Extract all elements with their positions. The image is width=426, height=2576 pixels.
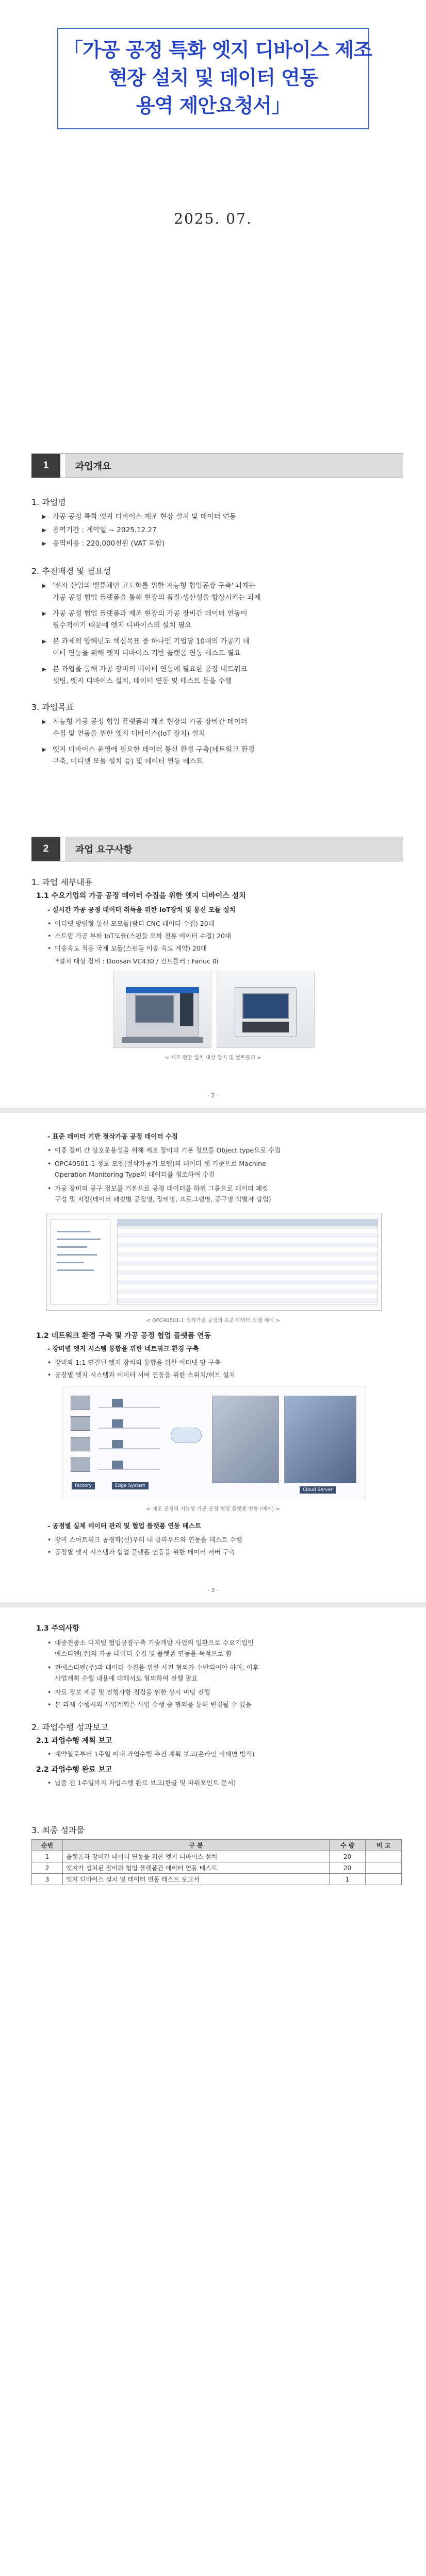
detail-switch-hub: • 공장별 엣지 시스템과 데이터 서버 연동을 위한 스위치/허브 설치 bbox=[47, 1369, 388, 1380]
controller-photo bbox=[217, 972, 315, 1048]
detail-cloud-test: • 장비 스마트워크 공정학(신)우터 내 클라우드와 연동을 테스트 수행 bbox=[47, 1534, 388, 1545]
section-header-overview bbox=[31, 453, 403, 478]
bullet-goal-1: ▶ 지능형 가공 공정 협업 플랫폼과 제조 현장의 가공 장비간 데이터 수집 및 연동을 위한 엣지 디바이스(IoT 장치) 설치 bbox=[43, 716, 399, 740]
cover-title-box bbox=[57, 28, 372, 129]
subitem-iot-install: - 실시간 가공 공정 데이터 취득을 위한 IoT장치 및 통신 모듈 설치 bbox=[47, 906, 236, 913]
detail-notice-2: • 전에스티엔(주)과 데이터 수집을 위한 사전 협의가 수반되어야 하며, 이후 사업계획 수행 내용에 대해서도 협의하여 진행 필요 bbox=[47, 1662, 388, 1684]
machine-photo-1 bbox=[113, 972, 211, 1048]
page-number: - 2 - bbox=[207, 1092, 219, 1099]
subheading-1-2: 1.2 네트워크 환경 구축 및 가공 공정 협업 플랫폼 연동 bbox=[36, 1332, 211, 1340]
bullet-background-1: ▶ '전자 산업의 밸류체인 고도화를 위한 지능형 협업공장 구축' 과제는 가공 공정 협업 플랫폼을 통해 현장의 품질·생산성을 향상시키는 과제 bbox=[43, 580, 399, 604]
label-edge-system: Edge System bbox=[112, 1482, 149, 1489]
heading-background: 2. 추진배경 및 필요성 bbox=[31, 566, 111, 576]
heading-reporting: 2. 과업수행 성과보고 bbox=[31, 1722, 109, 1732]
detail-ethernet-net: • 장비와 1:1 연결된 엣지 장치의 통합을 위한 이더넷 망 구축 bbox=[47, 1357, 388, 1368]
th-qty: 수 량 bbox=[330, 1840, 366, 1851]
th-no: 순번 bbox=[32, 1840, 63, 1851]
section-title: 과업개요 bbox=[65, 454, 403, 478]
th-item: 구 분 bbox=[63, 1840, 330, 1851]
heading-details: 1. 과업 세부내용 bbox=[31, 877, 93, 887]
detail-spindle-load: • 스트림 가공 부하 IoT모듈(스핀들 요하 전류 데이터 수집) 20대 bbox=[47, 930, 388, 941]
bullet-background-2: ▶ 가공 공정 협업 플랫폼과 제조 현장의 가공 장비간 데이터 연동이 필수적이기 때문에 엣지 디바이스의 설치 필요 bbox=[43, 608, 399, 632]
detail-notice-4: • 본 과제 수행시의 사업계획은 사업 수행 중 협의를 통해 변경될 수 있음 bbox=[47, 1699, 388, 1710]
heading-task-name: 1. 과업명 bbox=[31, 497, 66, 507]
caption-machine: < 제조 현장 설치 대상 장비 및 컨트롤러 > bbox=[165, 1055, 261, 1061]
bullet-period: ▶ 용역기간 : 계약일 ~ 2025.12.27 bbox=[43, 524, 399, 536]
section-number: 2 bbox=[31, 837, 60, 861]
cover-title-line2: 현장 설치 및 데이터 연동 bbox=[108, 66, 318, 89]
subitem-network: - 장비별 엣지 시스템 통합을 위한 네트워크 환경 구축 bbox=[47, 1345, 199, 1352]
note-target-machine: *설치 대상 장비 : Doosan VC430 / 컨트롤러 : Fanuc 0i bbox=[56, 957, 219, 965]
detail-notice-3: • 자료 정보 제공 및 진행사항 점검을 위한 상시 미팅 진행 bbox=[47, 1687, 388, 1698]
bullet-goal-2: ▶ 엣지 디바이스 운영에 필요한 데이터 통신 환경 구축(네트워크 환경 구축, 미디넷 모듈 설치 등) 및 데이터 연동 테스트 bbox=[43, 744, 399, 768]
cover-title-line1: 「가공 공정 특화 엣지 디바이스 제조 bbox=[63, 39, 372, 61]
subitem-platform-test: - 공정별 실제 데이터 관리 및 협업 플랫폼 연동 테스트 bbox=[47, 1522, 201, 1530]
section-title: 과업 요구사항 bbox=[65, 837, 403, 861]
cover-title-line3: 용역 제안요청서」 bbox=[136, 94, 291, 117]
page-break bbox=[0, 1108, 426, 1113]
detail-data-server: • 공정별 엣지 시스템과 협업 플랫폼 연동을 위한 데이터 서버 구축 bbox=[47, 1547, 388, 1557]
subitem-standard-data: - 표준 데이터 기반 절삭가공 공정 데이터 수집 bbox=[47, 1132, 178, 1140]
caption-opc-model: < OPC40501-1 절삭가공 공정의 표준 데이터 모델 예시 > bbox=[146, 1318, 280, 1324]
bullet-cost: ▶ 용역비용 : 220,000천원 (VAT 포함) bbox=[43, 538, 399, 550]
subheading-1-3: 1.3 주의사항 bbox=[36, 1624, 79, 1633]
heading-goals: 3. 과업목표 bbox=[31, 702, 74, 712]
detail-completion-report: • 납품 전 1주일까지 과업수행 완료 보고(한글 및 파워포인트 문서) bbox=[47, 1777, 388, 1788]
deliverables-table bbox=[31, 1839, 402, 1885]
bullet-task-name: ▶ 가공 공정 특화 엣지 디바이스 제조 현장 설치 및 데이터 연동 bbox=[43, 511, 399, 523]
section-header-requirements bbox=[31, 837, 403, 861]
section-number: 1 bbox=[31, 454, 60, 478]
heading-deliverables: 3. 최종 성과물 bbox=[31, 1825, 85, 1835]
detail-feed-rate: • 미송속도 적용 국제 모듈(스핀들 이송 속도 계약) 20대 bbox=[47, 943, 388, 954]
cover-date: 2025. 07. bbox=[174, 210, 252, 227]
subheading-2-2: 2.2 과업수행 완료 보고 bbox=[36, 1766, 112, 1774]
opc-model-screenshot bbox=[46, 1213, 382, 1311]
detail-tool-packet: • 가공 장비의 공구 정보를 기본으로 공정 데이터를 하위 그룹으로 데이터 패킷 구성 및 저장(데이터 패킷별 공정명, 장비명, 프로그램명, 공구명 식별자 탑입) bbox=[47, 1183, 388, 1205]
detail-plan-report: • 계약일로부터 1주일 이내 과업수행 추진 계획 보고(온라인 비대면 방식) bbox=[47, 1749, 388, 1759]
table-row: 1 플랫폼과 장비간 데이터 연동을 위한 엣지 디바이스 설치 20 bbox=[32, 1851, 402, 1862]
caption-network: < 제조 공정의 지능형 가공 공정 협업 플랫폼 연동 (예시) > bbox=[146, 1506, 280, 1512]
bullet-background-4: ▶ 본 과업을 통해 가공 장비의 데이터 연동에 필요한 공장 네트워크 셋팅, 엣지 디바이스 설치, 데이터 연동 및 테스트 등을 수행 bbox=[43, 664, 399, 687]
detail-object-type: • 이종 장비 간 상호운용성을 위해 제조 장비의 기본 정보를 Object type으로 수집 bbox=[47, 1145, 388, 1156]
page-break bbox=[0, 1602, 426, 1607]
table-row: 3 엣지 디바이스 설치 및 데이터 연동 테스트 보고서 1 bbox=[32, 1874, 402, 1885]
detail-notice-1: • 대중견중소 디지털 협업공장구축 기술개발 사업의 일환으로 수요기업인 에스티엔(주)의 가공 데이터 수집 및 플랫폼 연동을 목적으로 함 bbox=[47, 1637, 388, 1659]
subheading-1-1: 1.1 수요기업의 가공 공정 데이터 수집을 위한 엣지 디바이스 설치 bbox=[36, 892, 246, 900]
table-row: 2 엣지가 설치된 장비와 협업 플랫폼간 데이터 연동 테스트 20 bbox=[32, 1862, 402, 1874]
network-diagram bbox=[62, 1386, 366, 1499]
subheading-2-1: 2.1 과업수행 계획 보고 bbox=[36, 1737, 112, 1745]
detail-opc-model: • OPC40501-1 정보 모델(절삭가공기 모델)의 데이터 셋 기준으로 Machine Operation Monitoring Type의 데이터를 정조하여 수집 bbox=[47, 1158, 388, 1180]
th-remark: 비 고 bbox=[366, 1840, 402, 1851]
detail-ethernet-module: • 이더넷 방법형 통신 모모듈(팜터 CNC 데이터 수집) 20대 bbox=[47, 918, 388, 929]
label-factory: Factory bbox=[72, 1482, 95, 1489]
page-number: - 3 - bbox=[207, 1587, 219, 1594]
bullet-background-3: ▶ 본 과제의 양해년도 핵심목표 중 하나인 기업당 10대의 가공기 데 이터 연동을 위해 엣지 디바이스 기반 플랫폼 연동 테스트 필요 bbox=[43, 636, 399, 659]
label-cloud-server: Cloud Server bbox=[300, 1486, 336, 1494]
